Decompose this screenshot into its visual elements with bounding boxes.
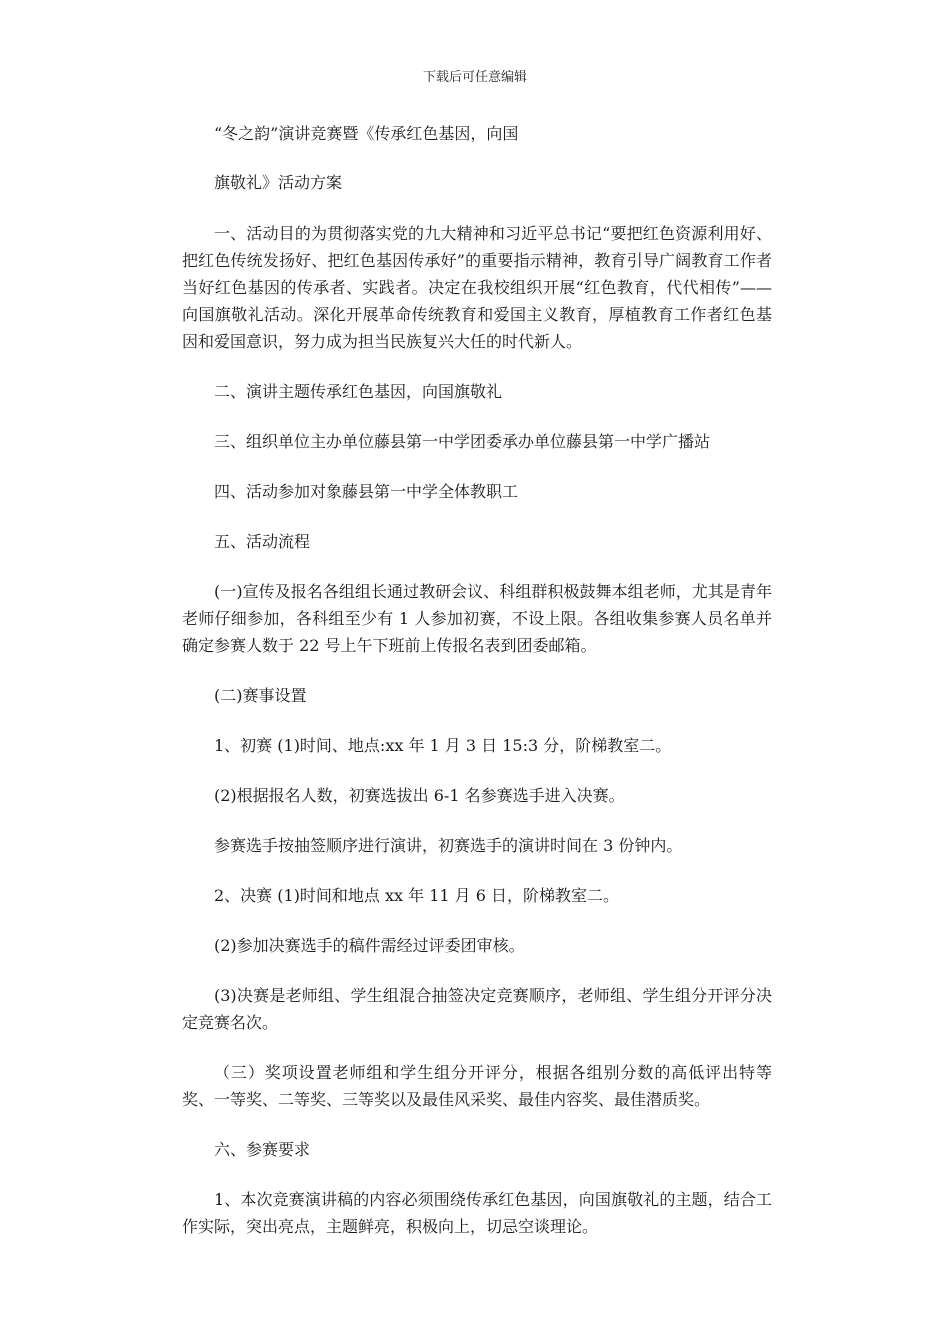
paragraph-purpose: 一、活动目的为贯彻落实党的九大精神和习近平总书记“要把红色资源利用好、把红色传统发扬好、把红色基因传承好”的重要指示精神，教育引导广阔教育工作者当好红色基因的传承者、实践者。决定在我校组织开展“红色教育，代代相传”——向国旗敬礼活动。深化开展革命传统教育和爱国主义教育，厚植教育工作者红色基因和爱国意识，努力成为担当民族复兴大任的时代新人。: [182, 224, 772, 351]
paragraph-final-review: (2)参加决赛选手的稿件需经过评委团审核。: [214, 936, 525, 955]
header-note: 下载后可任意编辑: [422, 70, 527, 85]
paragraph-speech-order: 参赛选手按抽签顺序进行演讲，初赛选手的演讲时间在 3 份钟内。: [214, 836, 683, 855]
paragraph-preliminary: 1、初赛 (1)时间、地点:xx 年 1 月 3 日 15:3 分，阶梯教室二。: [214, 736, 672, 755]
paragraph-awards: （三）奖项设置老师组和学生组分开评分，根据各组别分数的高低评出特等奖、一等奖、二等奖、三等奖以及最佳风采奖、最佳内容奖、最佳潜质奖。: [182, 1063, 772, 1109]
document-body: [182, 120, 772, 1263]
document-title-line-2: 旗敬礼》活动方案: [214, 173, 343, 192]
paragraph-preliminary-selection: (2)根据报名人数，初赛选拔出 6-1 名参赛选手进入决赛。: [214, 786, 625, 805]
document-title-line-1: “冬之韵”演讲竞赛暨《传承红色基因，向国: [214, 124, 519, 143]
paragraph-requirement-1: 1、本次竞赛演讲稿的内容必须围绕传承红色基因，向国旗敬礼的主题，结合工作实际，突出亮点，主题鲜亮，积极向上，切忌空谈理论。: [182, 1190, 772, 1236]
paragraph-competition-setup: (二)赛事设置: [214, 686, 307, 705]
paragraph-participants: 四、活动参加对象藤县第一中学全体教职工: [214, 482, 519, 501]
paragraph-process-heading: 五、活动流程: [214, 532, 311, 551]
paragraph-requirements-heading: 六、参赛要求: [214, 1140, 311, 1159]
paragraph-final: 2、决赛 (1)时间和地点 xx 年 11 月 6 日，阶梯教室二。: [214, 886, 620, 905]
paragraph-organizers: 三、组织单位主办单位藤县第一中学团委承办单位藤县第一中学广播站: [214, 432, 711, 451]
paragraph-final-order: (3)决赛是老师组、学生组混合抽签决定竞赛顺序，老师组、学生组分开评分决定竞赛名次。: [182, 986, 772, 1032]
paragraph-theme: 二、演讲主题传承红色基因，向国旗敬礼: [214, 382, 503, 401]
paragraph-registration: (一)宣传及报名各组组长通过教研会议、科组群积极鼓舞本组老师，尤其是青年老师仔细参加，各科组至少有 1 人参加初赛，不设上限。各组收集参赛人员名单并确定参赛人数于 22 号上午下班前上传报名表到团委邮箱。: [182, 582, 772, 655]
